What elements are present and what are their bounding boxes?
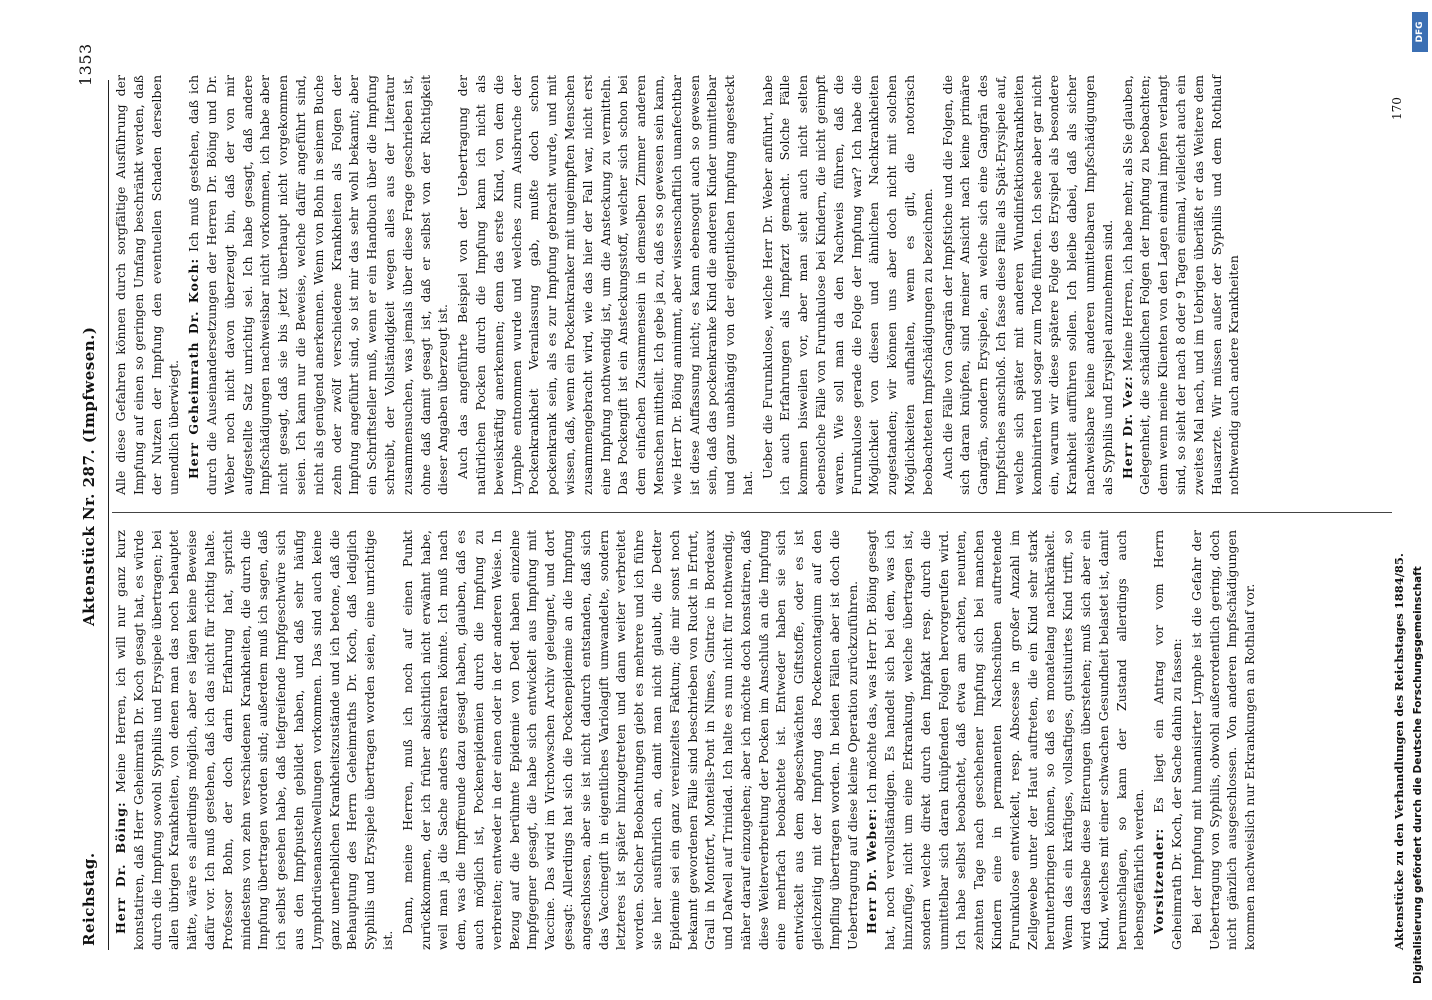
paragraph: Alle diese Gefahren können durch sorgfältige Ausführung der Impfung auf einen so geringen Umfang beschränkt werden, daß der Nutzen der Impfung den eventuellen Schaden derselben unendlich überwiegt.	[113, 75, 182, 495]
paragraph: Bei der Impfung mit humanisirter Lymphe ist die Gefahr der Uebertragung von Syphilis, obwohl außerordentlich gering, doch nicht gänzlich ausgeschlossen. Von anderen Impfschädigungen kommen nachweislich nur Erkrankungen an Rothlauf vor.	[1188, 530, 1258, 950]
footnote: Aktenstücke zu den Verhandlungen des Reichstages 1884/85.	[1392, 553, 1406, 950]
header-rule	[108, 80, 109, 950]
dfg-logo-label: DFG	[1415, 21, 1425, 43]
header-left: Reichstag.	[80, 852, 98, 946]
sheet-number: 170	[1390, 97, 1404, 120]
dfg-logo	[1412, 12, 1428, 52]
paragraph: Auch die Fälle von Gangrän der Impfstiche und die Folgen, die sich daran knüpfen, sind meiner Ansicht nach keine primäre Gangrän, sondern Erysipele, an welche sich eine Gangrän des Impfstiches anschloß. Ich fasse diese Fälle als Spät-Erysipele auf, welche sich später mit anderen Wundinfektionskrankheiten kombinirten und sogar zum Tode führten. Ich sehe aber gar nicht ein, warum wir diese spätere Folge des Erysipel als besondere Krankheit aufführen sollen. Ich bleibe dabei, daß als sicher nachweisbare keine anderen unmittelbaren Impfschädigungen als Syphilis und Erysipel anzunehmen sind.	[939, 75, 1115, 495]
digitization-credit: Digitalisierung gefördert durch die Deutsche Forschungsgemeinschaft	[1412, 566, 1424, 984]
page-header	[70, 43, 110, 946]
paragraph: Herr Geheimrath Dr. Koch: Ich muß gestehen, daß ich durch die Auseinandersetzungen der Herren Dr. Böing und Dr. Weber noch nicht davon überzeugt bin, daß der von mir aufgestellte Satz unrichtig sei. Ich habe gesagt, daß andere Impfschädigungen nachweisbar nicht vorkommen, ich habe aber nicht gesagt, daß sie bis jetzt überhaupt nicht vorgekommen seien. Ich kann nur die Beweise, welche dafür angeführt sind, nicht als genügend anerkennen. Wenn von Bohn in seinem Buche zehn oder zwölf verschiedene Krankheiten als Folgen der Impfung angeführt sind, so ist mir das sehr wohl bekannt; aber ein Schriftsteller muß, wenn er ein Handbuch über die Impfung schreibt, der Vollständigkeit wegen alles aus der Literatur zusammensuchen, was jemals über diese Frage geschrieben ist, ohne daß damit gesagt ist, daß er selbst von der Richtigkeit dieser Angaben überzeugt ist.	[186, 75, 451, 495]
paragraph: Vorsitzender: Es liegt ein Antrag vor vom Herrn Geheimrath Dr. Koch, der Sache dahin zu fassen:	[1151, 529, 1185, 950]
column-divider	[112, 512, 1392, 513]
paragraph: Herr Dr. Vez: Meine Herren, ich habe mehr, als Sie glauben, Gelegenheit, die schädlichen Folgen der Impfung zu beobachten; denn wenn meine Klienten von den Lagen einmal impfen verlangt sind, so sieht der nach 8 oder 9 Tagen einmal, vielleicht auch ein zweites Mal nach, und im Uebrigen überläßt er das Weitere dem Hausarzte. Wir müssen außer der Syphilis und dem Rothlauf nothwendig auch andere Krankheiten	[1119, 75, 1242, 495]
paragraph: Herr Dr. Böing: Meine Herren, ich will nur ganz kurz konstatiren, daß Herr Geheimrath Dr. Koch gesagt hat, es würde durch die Impfung sowohl Syphilis und Erysipele übertragen; bei allen übrigen Krankheiten, von denen man das noch behauptet hätte, wäre es allerdings möglich, aber es lägen keine Beweise dafür vor. Ich muß gestehen, daß ich das nicht für richtig halte. Professor Bohn, der doch darin Erfahrung hat, spricht mindestens von zehn verschiedenen Krankheiten, die durch die Impfung übertragen worden sind; außerdem muß ich sagen, daß ich selbst gesehen habe, daß tiefgreifende Impfgeschwüre sich aus den Impfpusteln gebildet haben, und daß sehr häufig Lymphdrüsenanschwellungen vorkommen. Das sind auch keine ganz unerheblichen Krankheitszustände und ich betone, daß die Behauptung des Herrn Geheimraths Dr. Koch, daß lediglich Syphilis und Erysipele übertragen worden seien, eine unrichtige ist.	[113, 530, 395, 950]
page-number: 1353	[76, 43, 95, 86]
paragraph: Auch das angeführte Beispiel von der Uebertragung der natürlichen Pocken durch die Impfung kann ich nicht als beweiskräftig anerkennen; denn das erste Kind, von dem die Lymphe entnommen wurde und welches zum Ausbruche der Pockenkrankheit Veranlassung gab, mußte doch schon pockenkrank sein, als es zur Impfung gebracht wurde, und mit wissen, daß, wenn ein Pockenkranker mit ungeimpften Menschen zusammengebracht wird, wie das hier der Fall war, nicht erst eine Impfung nothwendig ist, um die Ansteckung zu vermitteln. Das Pockengift ist ein Ansteckungsstoff, welcher sich schon bei dem einfachen Zusammensein in demselben Zimmer anderen Menschen mittheilt. Ich gebe ja zu, daß es so gewesen sein kann, wie Herr Dr. Böing annimmt, aber wissenschaftlich unanfechtbar ist diese Auffassung nicht; es kann ebensogut auch so gewesen sein, daß das pockenkranke Kind die anderen Kinder unmittelbar und ganz unabhängig von der eigentlichen Impfung angesteckt hat.	[455, 75, 755, 495]
right-column	[112, 75, 1245, 495]
paragraph: Herr Dr. Weber: Ich möchte das, was Herr Dr. Böing gesagt hat, noch vervollständigen. Es handelt sich bei dem, was ich hinzufüge, nicht um eine Erkrankung, welche übertragen ist, sondern welche direkt durch den Impfakt resp. durch die unmittelbar sich daran knüpfenden Folgen hervorgerufen wird. Ich habe selbst beobachtet, daß etwa am achten, neunten, zehnten Tage nach geschehener Impfung sich bei manchen Kindern eine in permanenten Nachschüben auftretende Furunkulose entwickelt, resp. Abscesse in großer Anzahl im Zellgewebe unter der Haut auftreten, die ein Kind sehr stark herunterbringen können, so daß es monatelang nachkränkelt. Wenn das ein kräftiges, vollsaftiges, gutsituirtes Kind trifft, so wird dasselbe diese Eiterungen überstehen; muß sich aber ein Kind, welches mit einer schwachen Gesundheit belastet ist, damit herumschlagen, so kann der Zustand allerdings auch lebensgefährlich werden.	[864, 529, 1147, 950]
paragraph: Dann, meine Herren, muß ich noch auf einen Punkt zurückkommen, der ich früher absichtlich nicht erwähnt habe, weil man ja die Sache anders erklären könnte. Ich muß nach dem, was die Impffreunde dazu gesagt haben, glauben, daß es auch möglich ist, Pockenepidemien durch die Impfung zu verbreiten; entweder in der einen oder in der anderen Weise. In Bezug auf die berühmte Epidemie von Dedt haben einzelne Impfgegner gesagt, die habe sich entwickelt aus Impfung mit Vaccine. Das wird im Virchowschen Archiv geleugnet, und dort gesagt: Allerdings hat sich die Pockenepidemie an die Impfung angeschlossen, aber sie ist nicht dadurch entstanden, daß sich das Vaccinegift in eigentliches Variolagift umwandelte, sondern letzteres ist später hinzugetreten und dann weiter verbreitet worden. Solcher Beobachtungen giebt es mehrere und ich führe sie hier ausführlich an, damit man nicht glaubt, die Dedter Epidemie sei ein ganz vereinzeltes Faktum; die mir sonst noch bekannt gewordenen Fälle sind beschrieben von Ruckt in Erfurt, Grall in Montfort, Monteils-Pont in Nimes, Gintrac in Bordeaux und Dafwell auf Trinidad. Ich halte es nun nicht für nothwendig, näher darauf einzugehen; aber ich möchte doch konstatiren, daß diese Weiterverbreitung der Pocken im Anschluß an die Impfung eine mehrfach beobachtete ist. Entweder haben sie sich entwickelt aus dem abgeschwächten Giftstoffe, oder es ist gleichzeitig mit der Impfung das Pockencontagium auf den Impfling übertragen worden. In beiden Fällen aber ist doch die Uebertragung auf diese kleine Operation zurückzuführen.	[399, 530, 860, 950]
left-column	[112, 530, 1261, 950]
paragraph: Ueber die Furunkulose, welche Herr Dr. Weber anführt, habe ich auch Erfahrungen als Impfarzt gemacht. Solche Fälle kommen bisweilen vor, aber man sieht auch nicht selten ebensolche Fälle von Furunkulose bei Kindern, die nicht geimpft waren. Wie soll man da den Nachweis führen, daß die Furunkulose gerade die Folge der Impfung war? Ich habe die Möglichkeit von diesen und ähnlichen Nachkrankheiten zugestanden; wir können uns aber doch nicht mit solchen Möglichkeiten aufhalten, wenn es gilt, die notorisch beobachteten Impfschädigungen zu bezeichnen.	[759, 75, 935, 495]
header-title: Aktenstück Nr. 287. (Impfwesen.)	[80, 326, 98, 626]
